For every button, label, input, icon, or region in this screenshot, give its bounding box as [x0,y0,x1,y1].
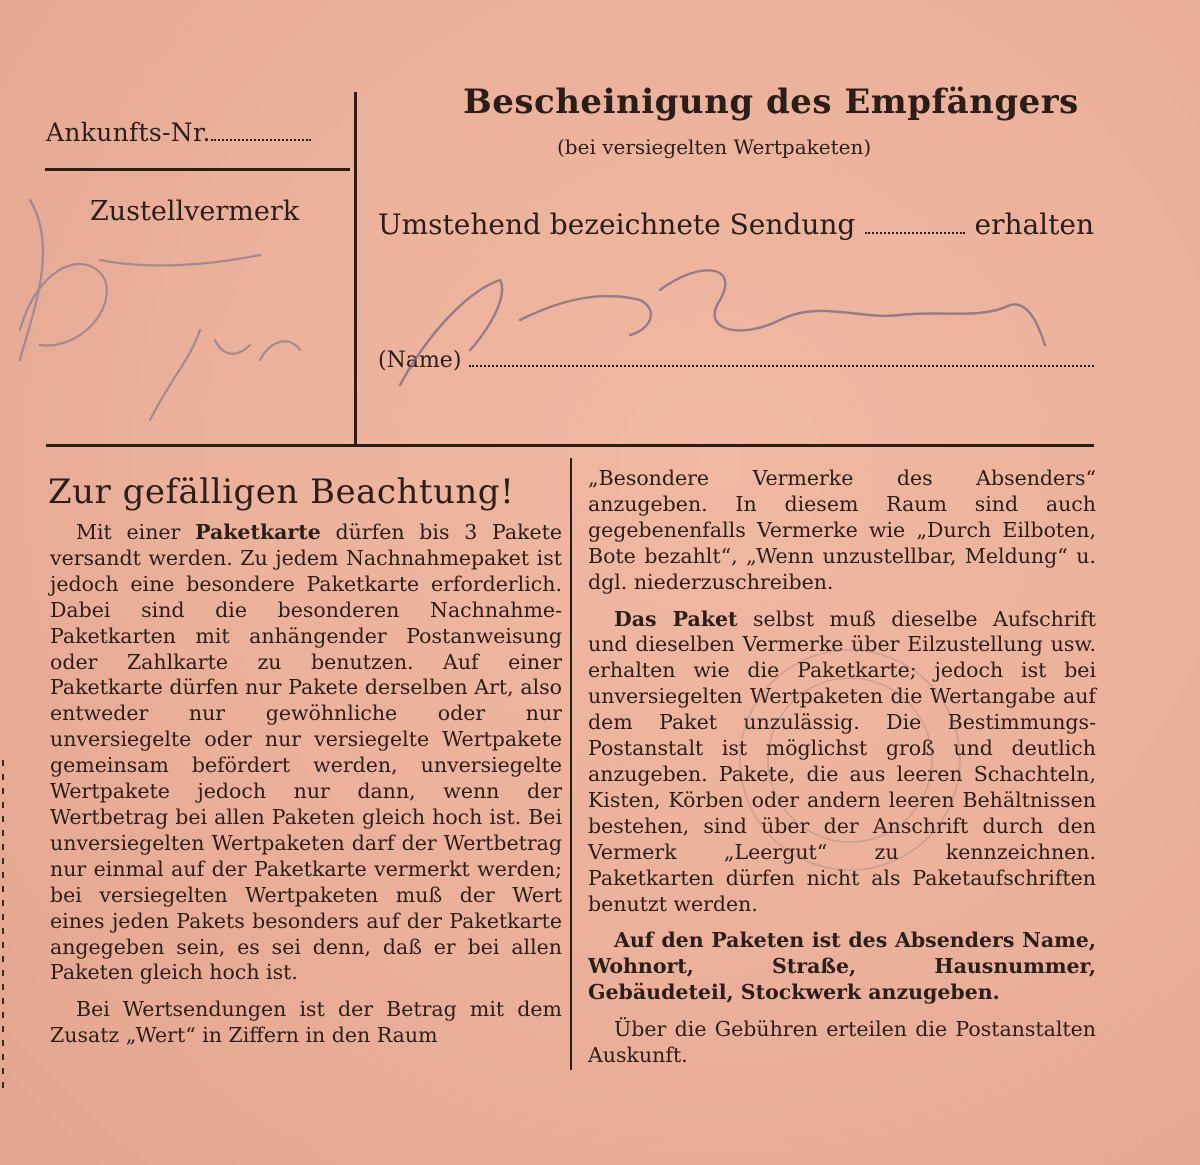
sendung-suffix: erhalten [974,208,1094,241]
column-divider [570,458,572,1070]
notice-right-text: selbst muß dieselbe Aufschrift und dieselben Vermerke über Eilzustellung usw. erhalten wie die Paketkarte; jedoch ist bei unversiegelten Wertpaketen die Wertangabe auf dem Paket unzulässig. Die Bestimmungs-Postanstalt ist möglichst groß und deutlich anzugeben. Pakete, die aus leeren Schachteln, Kisten, Körben oder andern leeren Behältnissen bestehen, sind über der Anschrift durch den Vermerk „Leergut“ zu kennzeichnen. Paketkarten dürfen nicht als Paketaufschriften benutzt werden. [588,606,1096,916]
notice-heading: Zur gefälligen Beachtung! [48,472,515,512]
notice-left-bold: Paketkarte [195,520,321,544]
notice-left-text: Mit einer [76,520,196,544]
notice-right-paragraph-3: Auf den Paketen ist des Absenders Name, Wohnort, Straße, Hausnummer, Gebäudeteil, Stockwerk anzugeben. [588,928,1096,1005]
notice-right-paragraph-1: „Besondere Vermerke des Absenders“ anzugeben. In diesem Raum sind auch gegebenenfalls Vermerke wie „Durch Eilboten, Bote bezahlt“, „Wenn unzustellbar, Meldung“ u. dgl. niederzuschreiben. [588,466,1096,594]
sendung-dotted-line [865,214,964,234]
ankunft-label: Ankunfts-Nr. [46,118,211,147]
name-label: (Name) [378,348,462,373]
zustell-label: Zustellvermerk [90,196,300,227]
top-vertical-divider [354,92,357,446]
ankunft-dotted-line [211,139,311,141]
notice-left-paragraph-1 [50,520,562,986]
notice-right-column [588,466,1096,1069]
pencil-mark-sweep [20,200,43,360]
name-line [378,348,1094,373]
name-dotted-line [469,351,1094,367]
pencil-mark-curve [150,330,300,420]
certificate-subtitle: (bei versiegelten Wertpaketen) [557,135,872,159]
notice-right-paragraph-4: Über die Gebühren erteilen die Postanstalten Auskunft. [588,1017,1096,1068]
certificate-title: Bescheinigung des Empfängers [463,82,1079,122]
notice-right-paragraph-2 [588,607,1096,918]
notice-left-text: dürfen bis 3 Pakete versandt werden. Zu jedem Nachnahmepaket ist jedoch eine besondere Paketkarte erforderlich. Dabei sind die besonderen Nachnahme-Paketkarten mit anhängender Postanweisung oder Zahlkarte zu benutzen. Auf einer Paketkarte dürfen nur Pakete derselben Art, also entweder nur gewöhnliche oder nur unversiegelte oder nur versiegelte Wertpakete gemeinsam befördert werden, unversiegelte Wertpakete jedoch nur dann, wenn der Wertbetrag bei allen Paketen gleich hoch ist. Bei unversiegelten Wertpaketen darf der Wertbetrag nur einmal auf der Paketkarte vermerkt werden; bei versiegelten Wertpaketen muß der Wert eines jeden Pakets besonders auf der Paketkarte angegeben sein, es sei denn, daß er bei allen Paketen gleich hoch ist. [50,520,562,985]
notice-left-column [50,520,562,1049]
section-divider [46,444,1094,447]
sendung-line [378,208,1094,241]
notice-left-paragraph-2: Bei Wertsendungen ist der Betrag mit dem Zusatz „Wert“ in Ziffern in den Raum [50,997,562,1048]
notice-right-bold: Das Paket [614,606,738,631]
sendung-label: Umstehend bezeichnete Sendung [378,208,856,241]
pencil-mark-left [20,255,260,345]
perforation-edge [2,760,4,1090]
ankunft-field [46,118,311,147]
ankunft-underline [45,168,350,171]
